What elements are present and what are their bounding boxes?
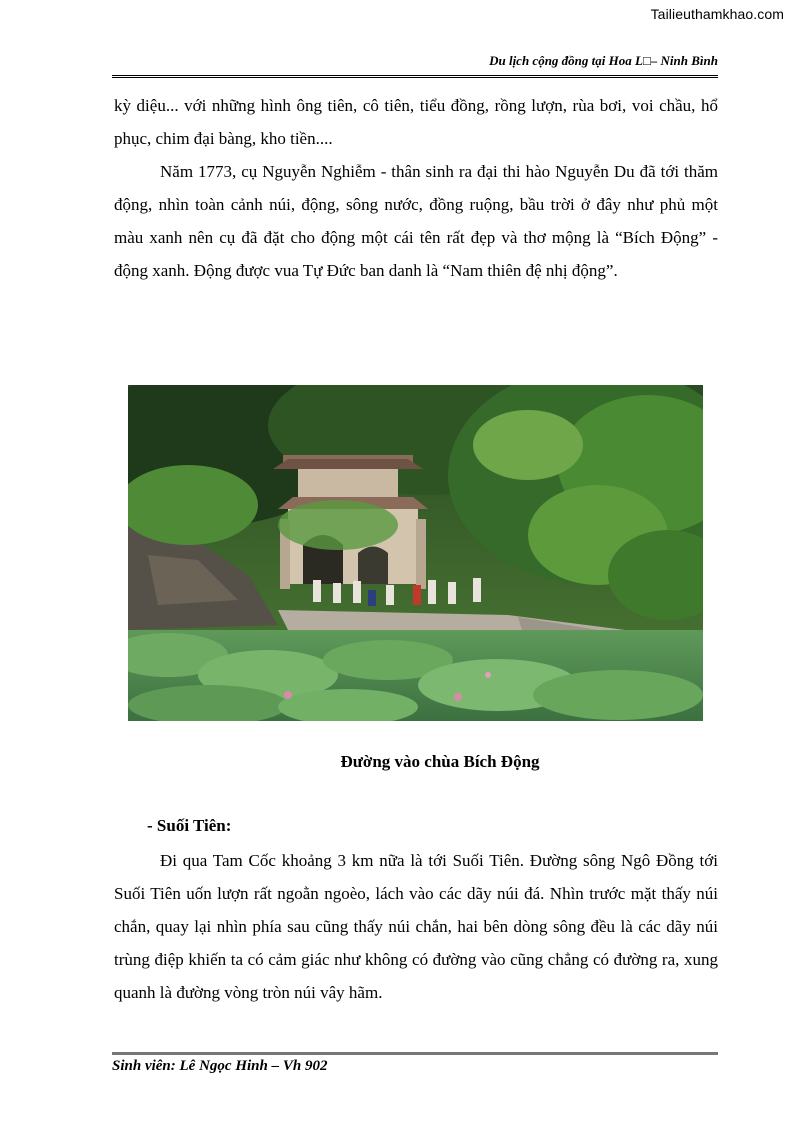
watermark: Tailieuthamkhao.com	[650, 6, 784, 22]
section-heading: - Suối Tiên:	[147, 816, 232, 835]
paragraph-2: Năm 1773, cụ Nguyễn Nghiễm - thân sinh ra đại thi hào Nguyễn Du đã tới thăm động, nhìn toàn cảnh núi, động, sông nước, đồng ruộng, bầu trời ở đây như phủ một màu xanh nên cụ đã đặt cho động một cái tên rất đẹp và thơ mộng là “Bích Động” - động xanh. Động được vua Tự Đức ban danh là “Nam thiên đệ nhị động”.	[114, 162, 718, 280]
paragraph-3: Đi qua Tam Cốc khoảng 3 km nữa là tới Suối Tiên. Đường sông Ngô Đồng tới Suối Tiên uốn lượn rất ngoằn ngoèo, lách vào các dãy núi đá. Nhìn trước mặt thấy núi chắn, quay lại nhìn phía sau cũng thấy núi chắn, hai bên dòng sông đều là các dãy núi trùng điệp khiến ta có cảm giác như không có đường vào cũng chẳng có đường ra, xung quanh là đường vòng tròn núi vây hãm.	[114, 851, 718, 1002]
running-header: Du lịch cộng đồng tại Hoa L□– Ninh Bình	[489, 53, 718, 68]
figure-caption: Đường vào chùa Bích Động	[340, 752, 540, 771]
paragraph-1: kỳ diệu... với những hình ông tiên, cô tiên, tiểu đồng, rồng lượn, rùa bơi, voi chầu, hổ phục, chim đại bàng, kho tiền....	[114, 96, 718, 148]
footer-rule	[112, 1052, 718, 1055]
footer-author: Sinh viên: Lê Ngọc Hinh – Vh 902	[112, 1058, 328, 1074]
bich-dong-photo	[128, 385, 703, 721]
header-rule	[112, 75, 718, 78]
